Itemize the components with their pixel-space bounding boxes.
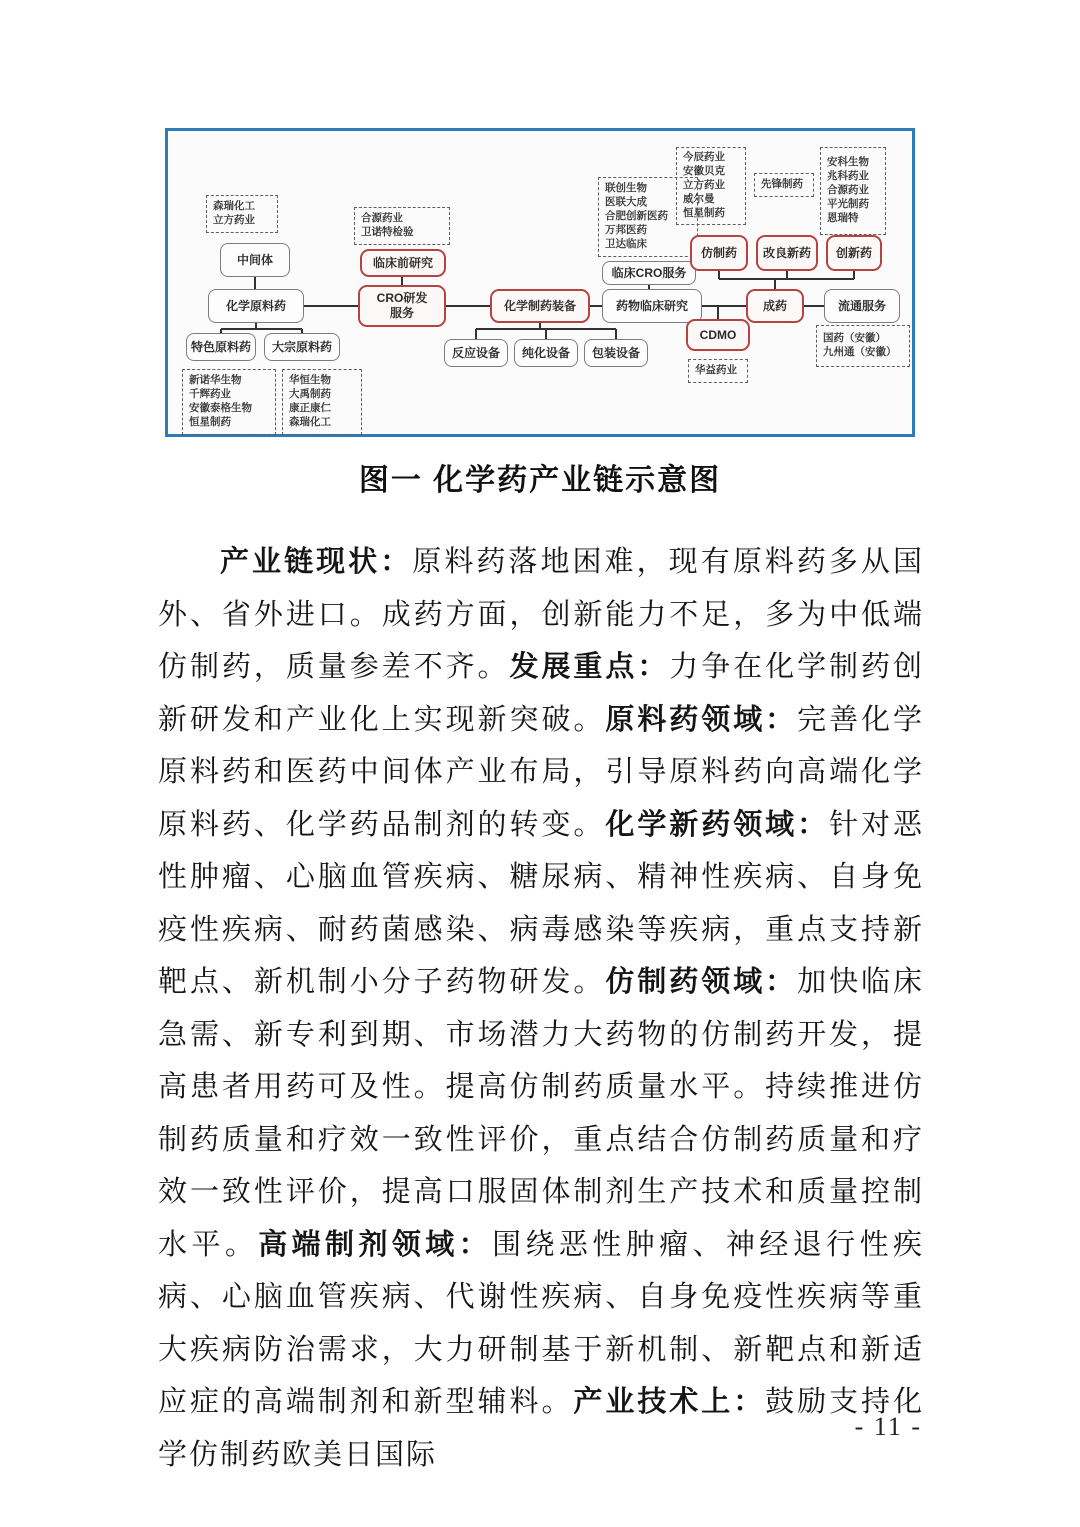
- node-specialty-api: 特色原料药: [186, 333, 256, 361]
- node-companies-intermediate: 森瑞化工 立方药业: [206, 195, 278, 233]
- node-companies-bulk-api: 华恒生物 大禹制药 康正康仁 森瑞化工: [282, 369, 362, 435]
- node-companies-cro: 合源药业 卫诺特检验: [354, 207, 450, 245]
- node-generic-drug: 仿制药: [690, 235, 748, 271]
- node-finished-drug: 成药: [746, 289, 804, 323]
- node-chem-api: 化学原料药: [208, 289, 304, 323]
- page-number: - 11 -: [854, 1412, 922, 1441]
- body-paragraph: 产业链现状：原料药落地困难，现有原料药多从国外、省外进口。成药方面，创新能力不足，多为中低端仿制药，质量参差不齐。发展重点：力争在化学制药创新研发和产业化上实现新突破。原料药领域：完善化学原料药和医药中间体产业布局，引导原料药向高端化学原料药、化学药品制剂的转变。化学新药领域：针对恶性肿瘤、心脑血管疾病、糖尿病、精神性疾病、自身免疫性疾病、耐药菌感染、病毒感染等疾病，重点支持新靶点、新机制小分子药物研发。仿制药领域：加快临床急需、新专利到期、市场潜力大药物的仿制药开发，提高患者用药可及性。提高仿制药质量水平。持续推进仿制药质量和疗效一致性评价，重点结合仿制药质量和疗效一致性评价，提高口服固体制剂生产技术和质量控制水平。高端制剂领域：围绕恶性肿瘤、神经退行性疾病、心脑血管疾病、代谢性疾病、自身免疫性疾病等重大疾病防治需求，大力研制基于新机制、新靶点和新适应症的高端制剂和新型辅料。产业技术上：鼓励支持化学仿制药欧美日国际: [158, 546, 924, 1471]
- node-cro-rnd-service: CRO研发 服务: [358, 285, 446, 327]
- node-companies-cdmo: 华益药业: [688, 359, 748, 383]
- node-companies-innovative: 安科生物 兆科药业 合源药业 平光制药 恩瑞特: [820, 147, 886, 235]
- node-intermediate: 中间体: [220, 243, 290, 277]
- figure-canvas: [168, 131, 912, 434]
- node-companies-distribution: 国药（安徽） 九州通（安徽）: [816, 325, 910, 367]
- node-clinical-cro-service: 临床CRO服务: [602, 261, 696, 285]
- node-companies-clinical: 联创生物 医联大成 合肥创新医药 万邦医药 卫达临床: [598, 177, 698, 257]
- node-companies-specialty-api: 新诺华生物 千辉药业 安徽泰格生物 恒星制药: [182, 369, 276, 435]
- node-drug-clinical-research: 药物临床研究: [602, 289, 702, 323]
- node-innovative-drug: 创新药: [826, 235, 882, 271]
- node-distribution-service: 流通服务: [824, 289, 900, 323]
- node-cdmo: CDMO: [686, 319, 750, 351]
- node-reaction-equipment: 反应设备: [444, 339, 508, 367]
- node-pharma-equipment: 化学制药装备: [490, 289, 590, 323]
- figure-caption: 图一 化学药产业链示意图: [358, 464, 722, 497]
- node-improved-new-drug: 改良新药: [756, 235, 818, 271]
- node-purification-equipment: 纯化设备: [514, 339, 578, 367]
- node-preclinical-research: 临床前研究: [360, 249, 446, 277]
- node-bulk-api: 大宗原料药: [264, 333, 340, 361]
- node-packaging-equipment: 包装设备: [584, 339, 648, 367]
- industry-chain-figure: [165, 128, 915, 437]
- node-companies-generic: 今辰药业 安徽贝克 立方药业 威尔曼 恒星制药: [676, 147, 746, 225]
- node-companies-pioneer: 先锋制药: [754, 173, 814, 197]
